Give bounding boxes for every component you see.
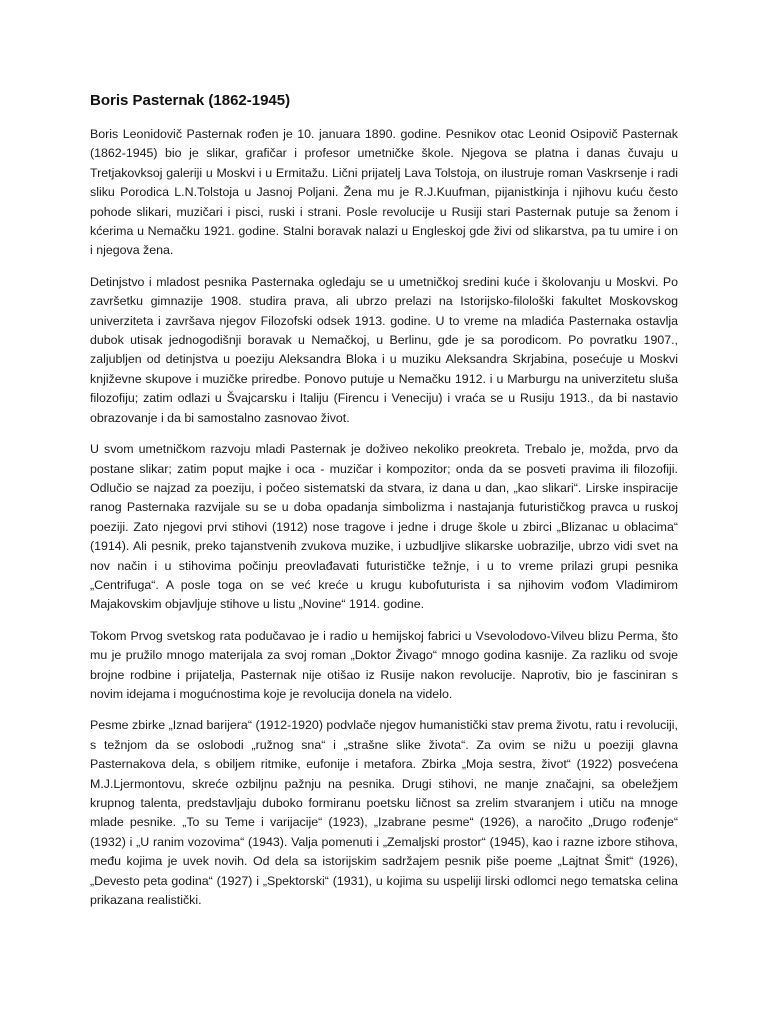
paragraph-3: U svom umetničkom razvoju mladi Pasternak je doživeo nekoliko preokreta. Trebalo je, možda, prvo da postane slikar; zatim poput majke i oca - muzičar i kompozitor; onda da se posveti pravima ili filozofiji. Odlučio se najzad za poeziju, i počeo sistematski da stvara, iz dana u dan, „kao slikari“. Lirske inspiracije ranog Pasternaka razvijale su se u doba opadanja simbolizma i nastajanja futurističkog pravca u ruskoj poeziji. Zato njegovi prvi stihovi (1912) nose tragove i jedne i druge škole u zbirci „Blizanac u oblacima“ (1914). Ali pesnik, preko tajanstvenih zvukova muzike, i uzbudljive slikarske uobrazilje, ubrzo vidi svet na nov način i u stihovima počinju preovlađavati futurističke težnje, i u to vreme prilazi grupi pesnika „Centrifuga“. A posle toga on se već kreće u krugu kubofuturista i sa njihovim vođom Vladimirom Majakovskim objavljuje stihove u listu „Novine“ 1914. godine. (90, 442, 678, 612)
document-body (90, 91, 678, 922)
document-title: Boris Pasternak (1862-1945) (90, 92, 291, 109)
paragraph-4: Tokom Prvog svetskog rata podučavao je i radio u hemijskoj fabrici u Vsevolodovo-Vilveu blizu Perma, što mu je pružilo mnogo materijala za svoj roman „Doktor Živago“ mnogo godina kasnije. Za razliku od svoje brojne rodbine i prijatelja, Pasternak nije otišao iz Rusije nakon revolucije. Naprotiv, bio je fasciniran s novim idejama i mogućnostima koje je revolucija donela na videlo. (90, 628, 678, 701)
paragraph-2: Detinjstvo i mladost pesnika Pasternaka ogledaju se u umetničkoj sredini kuće i školovanju u Moskvi. Po završetku gimnazije 1908. studira prava, ali ubrzo prelazi na Istorijsko-filološki fakultet Moskovskog univerziteta i završava njegov Filozofski odsek 1913. godine. U to vreme na mladića Pasternaka ostavlja dubok utisak jednogodišnji boravak u Nemačkoj, u Berlinu, gde je sa porodicom. Po povratku 1907., zaljubljen od detinjstva u poeziju Aleksandra Bloka i u muziku Aleksandra Skrjabina, posećuje u Moskvi književne skupove i muzičke priredbe. Ponovo putuje u Nemačku 1912. i u Marburgu na univerzitetu sluša filozofiju; zatim odlazi u Švajcarsku i Italiju (Firencu i Veneciju) i vraća se u Rusiju 1913., da bi nastavio obrazovanje i da bi samostalno zasnovao život. (90, 274, 678, 425)
paragraph-5: Pesme zbirke „Iznad barijera“ (1912-1920) podvlače njegov humanistički stav prema životu, ratu i revoluciji, s težnjom da se oslobodi „ružnog sna“ i „strašne slike života“. Za ovim se nižu u poeziji glavna Pasternakova dela, s obiljem ritmike, eufonije i metafora. Zbirka „Moja sestra, život“ (1922) posvećena M.J.Ljermontovu, skreće ozbiljnu pažnju na pesnika. Drugi stihovi, ne manje značajni, sa obeležjem krupnog talenta, predstavljaju duboko formiranu poetsku ličnost sa zrelim stvaranjem i utiču na mnoge mlade pesnike. „To su Teme i varijacije“ (1923), „Izabrane pesme“ (1926), a naročito „Drugo rođenje“ (1932) i „U ranim vozovima“ (1943). Valja pomenuti i „Zemaljski prostor“ (1945), kao i razne izbore stihova, među kojima je uvek novih. Od dela sa istorijskim sadržajem pesnik piše poeme „Lajtnat Šmit“ (1926), „Devesto peta godina“ (1927) i „Spektorski“ (1931), u kojima su uspeliji lirski odlomci nego tematska celina prikazana realistički. (90, 718, 678, 908)
paragraph-1: Boris Leonidovič Pasternak rođen je 10. januara 1890. godine. Pesnikov otac Leonid Osipovič Pasternak (1862-1945) bio je slikar, grafičar i profesor umetničke škole. Njegova se platna i danas čuvaju u Tretjakovksoj galeriji u Moskvi i u Ermitažu. Lični prijatelj Lava Tolstoja, on ilustruje roman Vaskrsenje i radi sliku Porodica L.N.Tolstoja u Jasnoj Poljani. Žena mu je R.J.Kuufman, pijanistkinja i njihovu kuću često pohode slikari, muzičari i pisci, ruski i strani. Posle revolucije u Rusiji stari Pasternak putuje sa ženom i kćerima u Nemačku 1921. godine. Stalni boravak nalazi u Engleskoj gde živi od slikarstva, pa tu umire i on i njegova žena. (90, 127, 678, 258)
